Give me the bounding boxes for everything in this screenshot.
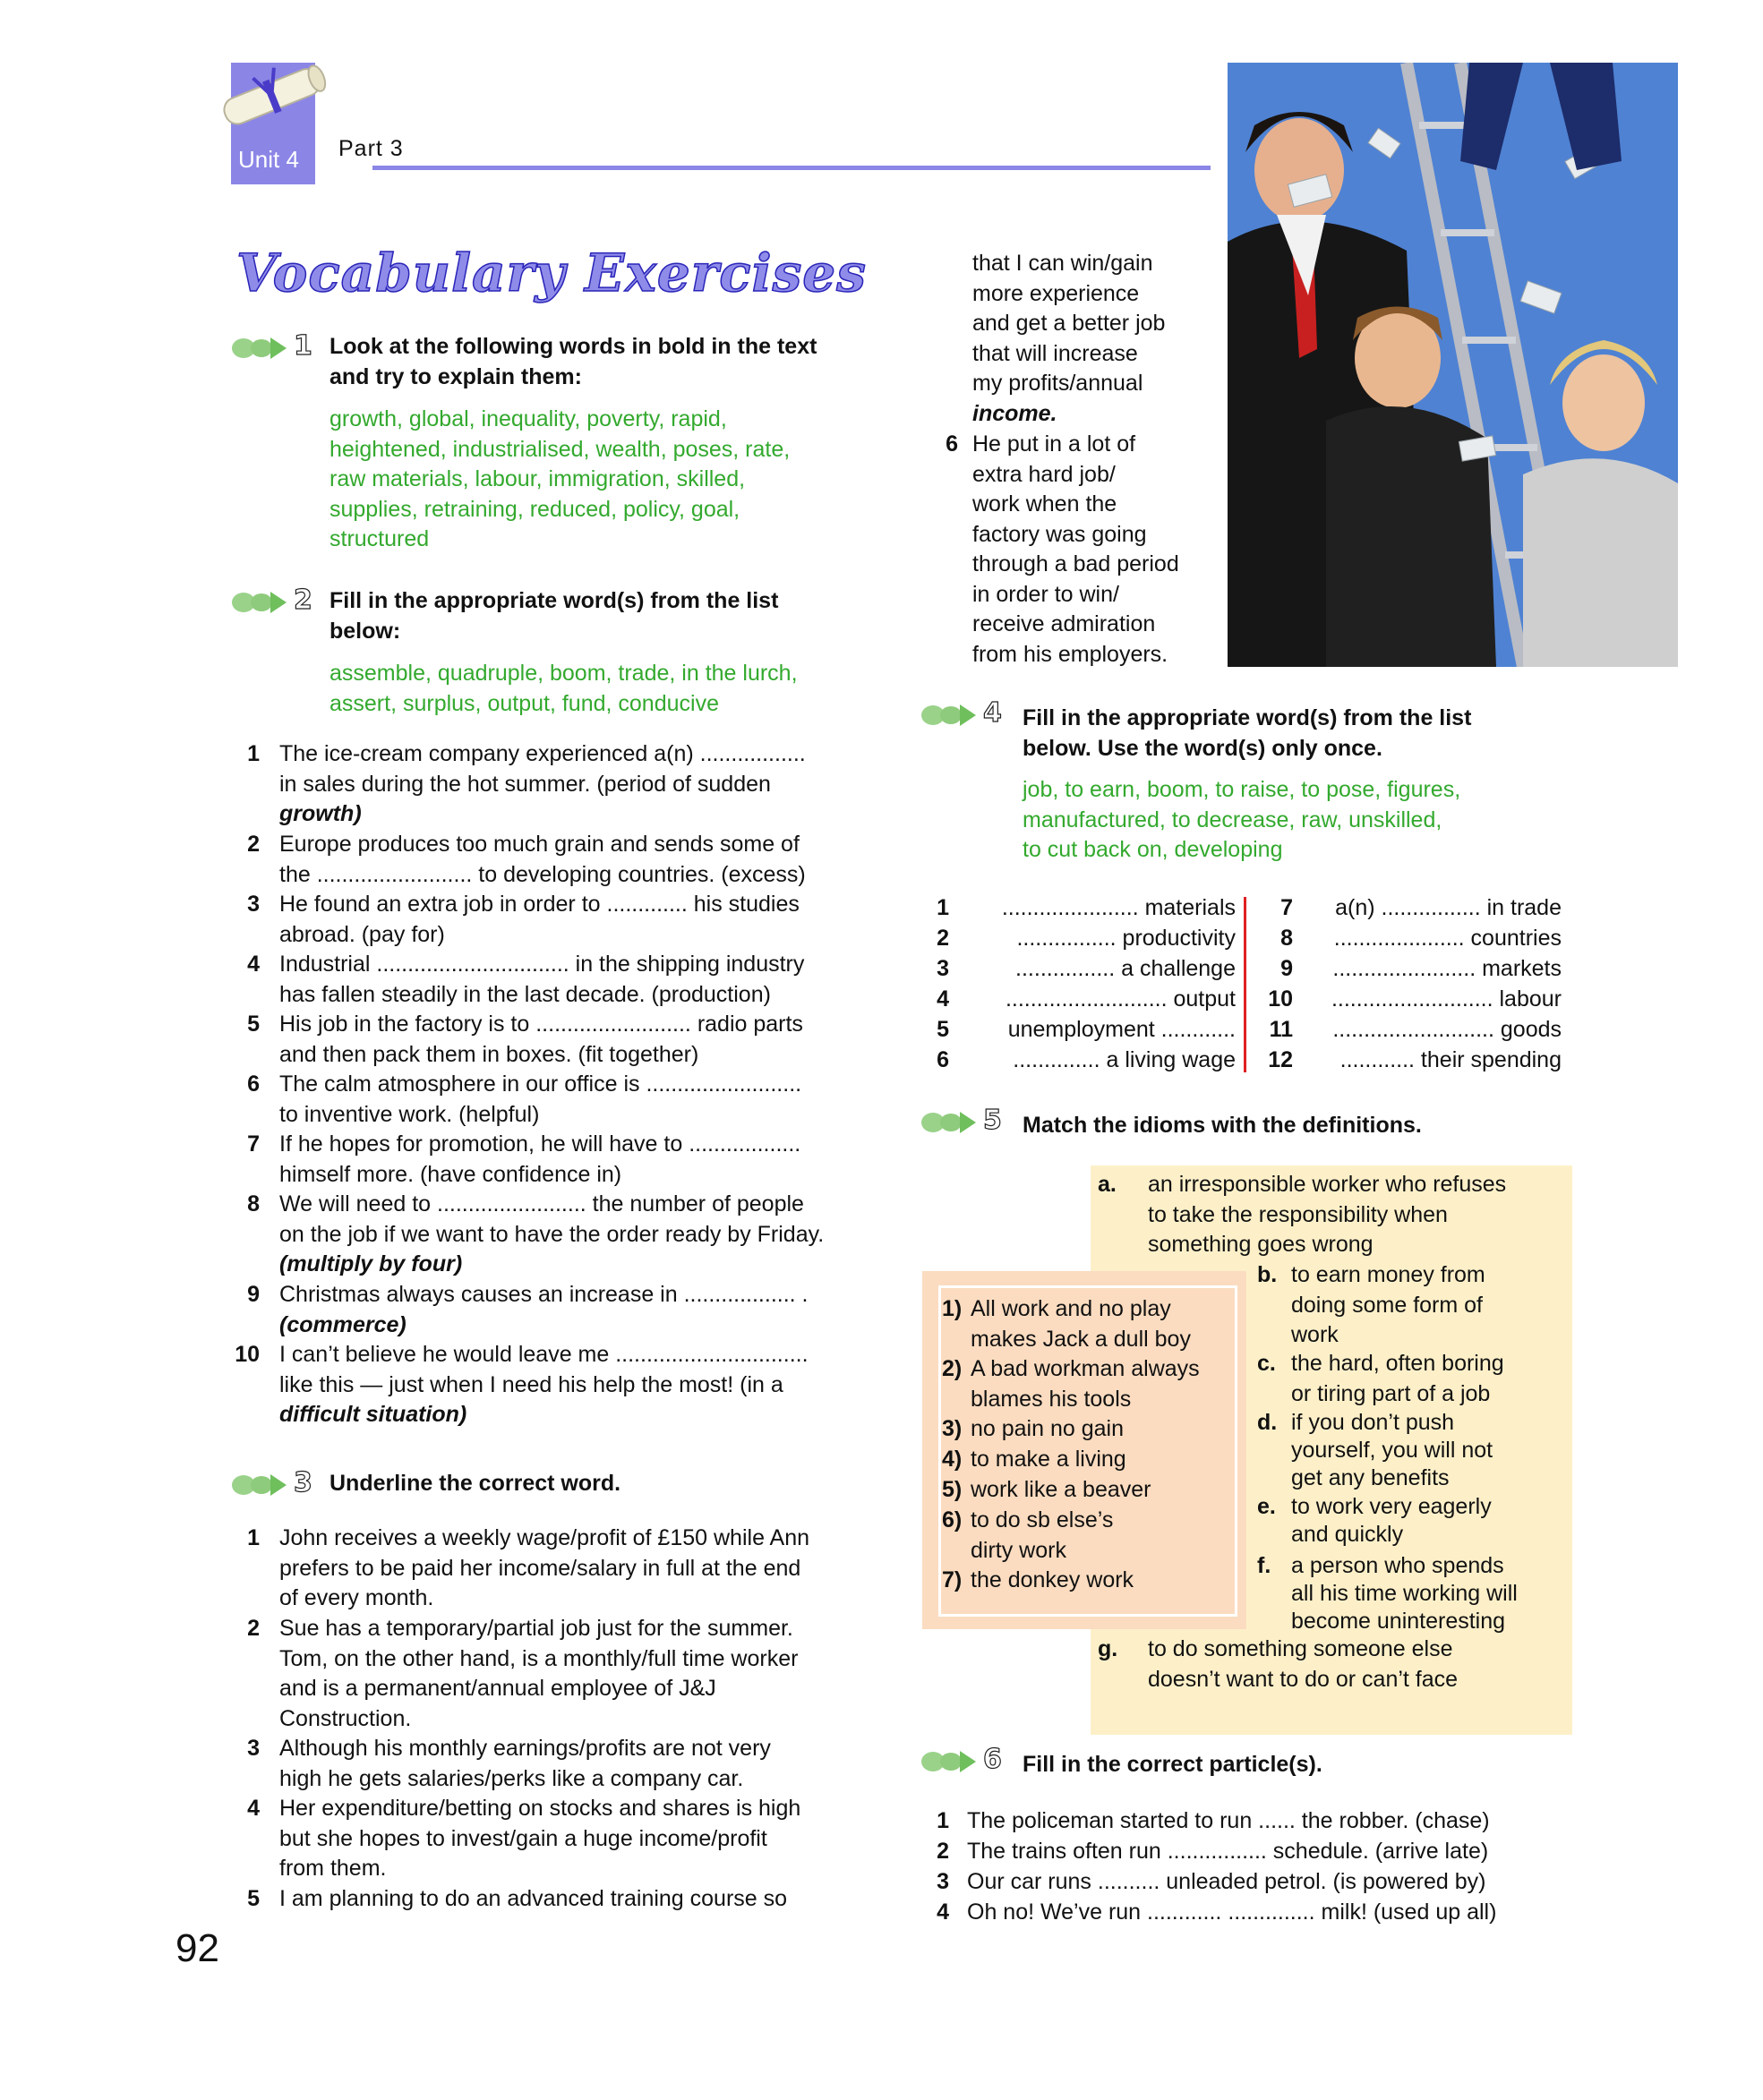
list-item: 2 Europe produces too much grain and sends some of the ......................... to developing countries. (excess) [247, 832, 806, 887]
exercise-number: 4 [983, 697, 1002, 729]
part-label: Part 3 [338, 136, 404, 161]
exercise-1-instruction: Look at the following words in bold in the text and try to explain them: [329, 334, 817, 389]
idiom-item: 3) no pain no gain [942, 1416, 1124, 1441]
list-item: 2 The trains often run ................ schedule. (arrive late) [937, 1839, 1489, 1864]
list-item: 12 ............ their spending [1268, 1047, 1562, 1072]
exercise-4-left-column [931, 893, 1236, 1076]
list-item: 7 a(n) ................ in trade [1280, 895, 1562, 920]
list-item: 2 ................ productivity [937, 926, 1236, 951]
business-people-photo [1228, 63, 1678, 667]
exercise-number: 6 [983, 1744, 1002, 1775]
idiom-item: 4) to make a living [942, 1447, 1126, 1472]
exercise-4-instruction: Fill in the appropriate word(s) from the list below. Use the word(s) only once. [1023, 705, 1472, 761]
list-item: 8 ..................... countries [1280, 926, 1562, 951]
exercise-1-word-list: growth, global, inequality, poverty, rapid, heightened, industrialised, wealth, poses, rate, raw materials, labour, immigration, skilled, supplies, retraining, reduced, policy, goal, structured [329, 406, 791, 551]
exercise-5-instruction: Match the idioms with the definitions. [1023, 1113, 1422, 1138]
list-item: 11 .......................... goods [1269, 1017, 1562, 1042]
exercise-3-item-5-continued: that I can win/gain more experience and get a better job that will increase my profits/annual income. [972, 251, 1166, 426]
list-item: 5 His job in the factory is to ......................... radio parts and then pack them in boxes. (fit together) [247, 1012, 803, 1067]
list-item: 1 The ice-cream company experienced a(n) ................. in sales during the hot summer. (period of sudden growth) [247, 741, 806, 826]
column-divider [1244, 897, 1246, 1072]
arrow-bubble-icon [920, 1746, 978, 1777]
list-item: 5 I am planning to do an advanced training course so [247, 1886, 788, 1911]
arrow-bubble-icon [920, 700, 978, 730]
list-item: 7 If he hopes for promotion, he will have to .................. himself more. (have confidence in) [247, 1131, 801, 1187]
arrow-bubble-icon [920, 1107, 978, 1138]
idiom-item: 7) the donkey work [942, 1567, 1134, 1592]
exercise-3-items [233, 1524, 877, 1915]
list-item: 5 unemployment ............ [937, 1017, 1236, 1042]
list-item: 3 He found an extra job in order to ............. his studies abroad. (pay for) [247, 892, 800, 947]
list-item: 8 We will need to ........................ the number of people on the job if we want to have the order ready by Friday. (multiply by four) [247, 1191, 825, 1276]
arrow-bubble-icon [231, 333, 288, 363]
exercise-2-word-list: assemble, quadruple, boom, trade, in the lurch, assert, surplus, output, fund, conducive [329, 661, 798, 716]
list-item: 3 ................ a challenge [937, 956, 1236, 981]
list-item: 1 John receives a weekly wage/profit of £150 while Ann prefers to be paid her income/salary in full at the end of every month. [247, 1525, 810, 1610]
idiom-item: 5) work like a beaver [942, 1477, 1151, 1502]
exercise-number: 5 [983, 1105, 1002, 1136]
list-item: 9 ....................... markets [1280, 956, 1562, 981]
header-rule [372, 166, 1211, 170]
exercise-4-right-column [1257, 893, 1562, 1076]
list-item: 6 .............. a living wage [937, 1047, 1236, 1072]
list-item: 4 Her expenditure/betting on stocks and shares is high but she hopes to invest/gain a huge income/profit from them. [247, 1796, 801, 1881]
idioms-list [942, 1294, 1237, 1596]
exercise-4-word-list: job, to earn, boom, to raise, to pose, figures, manufactured, to decrease, raw, unskilled, to cut back on, developing [1023, 777, 1461, 862]
list-item: 3 Although his monthly earnings/profits are not very high he gets salaries/perks like a company car. [247, 1736, 771, 1791]
diploma-scroll-icon [211, 52, 337, 141]
list-item: 6 The calm atmosphere in our office is ......................... to inventive work. (helpful) [247, 1071, 802, 1127]
idiom-item: 2) A bad workman always blames his tools [942, 1356, 1200, 1412]
exercise-number: 3 [294, 1467, 312, 1498]
page-title: Vocabulary Exercises [236, 243, 867, 303]
list-item: 9 Christmas always causes an increase in .................. . (commerce) [247, 1282, 809, 1337]
list-item: 2 Sue has a temporary/partial job just for the summer. Tom, on the other hand, is a monthly/full time worker and is a permanent/annual employee of J&J Construction. [247, 1616, 799, 1731]
exercise-2-instruction: Fill in the appropriate word(s) from the list below: [329, 588, 779, 644]
exercise-6-instruction: Fill in the correct particle(s). [1023, 1752, 1322, 1777]
list-item: 10 .......................... labour [1268, 986, 1562, 1012]
exercise-number: 1 [294, 330, 312, 362]
exercise-3-instruction: Underline the correct word. [329, 1471, 621, 1496]
arrow-bubble-icon [231, 1470, 288, 1500]
idiom-item: 6) to do sb else’s dirty work [942, 1507, 1114, 1563]
page-number: 92 [175, 1926, 219, 1970]
exercise-6-items [931, 1806, 1576, 1928]
list-item: 4 Industrial ............................... in the shipping industry has fallen steadily in the last decade. (production) [247, 952, 805, 1007]
list-item: 4 Oh no! We’ve run ............ .............. milk! (used up all) [937, 1899, 1497, 1925]
list-item: 4 .......................... output [937, 986, 1236, 1012]
exercise-number: 2 [294, 585, 312, 616]
exercise-2-items [233, 739, 877, 1430]
list-item: 10 I can’t believe he would leave me ............................... like this — just when I need his help the most! (in a difficult situation) [235, 1342, 809, 1427]
list-item: 3 Our car runs .......... unleaded petrol. (is powered by) [937, 1869, 1486, 1894]
list-item: 1 ...................... materials [937, 895, 1236, 920]
arrow-bubble-icon [231, 587, 288, 618]
idiom-item: 1) All work and no play makes Jack a dull boy [942, 1296, 1191, 1352]
list-item: 1 The policeman started to run ...... the robber. (chase) [937, 1808, 1490, 1833]
unit-label: Unit 4 [238, 146, 299, 173]
